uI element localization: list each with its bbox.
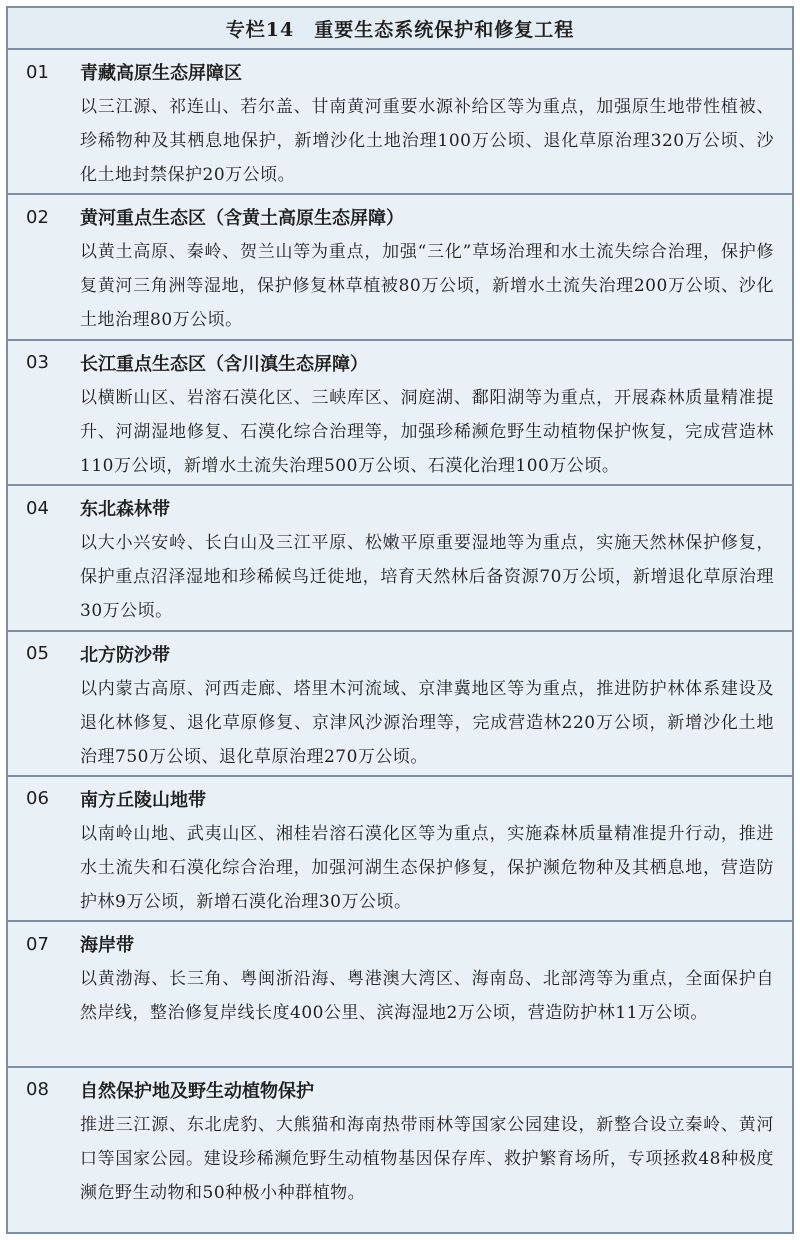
section-heading: 南方丘陵山地带 xyxy=(80,789,206,811)
section-header xyxy=(26,494,774,522)
section-body: 以横断山区、岩溶石漠化区、三峡库区、洞庭湖、鄱阳湖等为重点，开展森林质量精准提升、河湖湿地修复、石漠化综合治理等，加强珍稀濒危野生动植物保护恢复，完成营造林110万公顷，新增水土流失治理500万公顷、石漠化治理100万公顷。 xyxy=(80,387,774,476)
section-number: 02 xyxy=(26,206,49,228)
section-02 xyxy=(8,195,792,340)
section-body: 以黄土高原、秦岭、贺兰山等为重点，加强“三化”草场治理和水土流失综合治理，保护修复黄河三角洲等湿地，保护修复林草植被80万公顷，新增水土流失治理200万公顷、沙化土地治理80万公顷。 xyxy=(80,242,774,331)
section-number: 05 xyxy=(26,643,49,665)
column-title: 专栏14 重要生态系统保护和修复工程 xyxy=(8,8,792,50)
section-header xyxy=(26,930,774,958)
section-number: 04 xyxy=(26,497,49,519)
section-number: 03 xyxy=(26,352,49,374)
section-header xyxy=(26,58,774,86)
section-heading: 黄河重点生态区（含黄土高原生态屏障） xyxy=(80,208,404,230)
section-05 xyxy=(8,632,792,777)
section-body: 推进三江源、东北虎豹、大熊猫和海南热带雨林等国家公园建设，新整合设立秦岭、黄河口等国家公园。建设珍稀濒危野生动植物基因保存库、救护繁育场所，专项拯救48种极度濒危野生动物和50种极小种群植物。 xyxy=(80,1114,774,1203)
column-box xyxy=(6,6,794,1234)
section-body: 以内蒙古高原、河西走廊、塔里木河流域、京津冀地区等为重点，推进防护林体系建设及退化林修复、退化草原修复、京津风沙源治理等，完成营造林220万公顷，新增沙化土地治理750万公顷、退化草原治理270万公顷。 xyxy=(80,678,774,767)
section-heading: 北方防沙带 xyxy=(80,644,170,666)
section-body: 以南岭山地、武夷山区、湘桂岩溶石漠化区等为重点，实施森林质量精准提升行动，推进水土流失和石漠化综合治理，加强河湖生态保护修复，保护濒危物种及其栖息地，营造防护林9万公顷，新增石漠化治理30万公顷。 xyxy=(80,823,774,912)
section-06 xyxy=(8,777,792,922)
section-number: 08 xyxy=(26,1079,49,1101)
section-number: 07 xyxy=(26,933,49,955)
section-header xyxy=(26,640,774,668)
section-01 xyxy=(8,50,792,195)
section-header xyxy=(26,349,774,377)
section-heading: 青藏高原生态屏障区 xyxy=(80,63,242,84)
section-07 xyxy=(8,922,792,1067)
section-heading: 自然保护地及野生动植物保护 xyxy=(80,1080,314,1102)
section-body: 以大小兴安岭、长白山及三江平原、松嫩平原重要湿地等为重点，实施天然林保护修复，保护重点沼泽湿地和珍稀候鸟迁徙地，培育天然林后备资源70万公顷，新增退化草原治理30万公顷。 xyxy=(80,533,774,622)
section-header xyxy=(26,203,774,231)
section-04 xyxy=(8,486,792,631)
section-body: 以黄渤海、长三角、粤闽浙沿海、粤港澳大湾区、海南岛、北部湾等为重点，全面保护自然岸线，整治修复岸线长度400公里、滨海湿地2万公顷，营造防护林11万公顷。 xyxy=(80,969,774,1024)
section-08 xyxy=(8,1068,792,1213)
section-header xyxy=(26,1076,774,1104)
section-header xyxy=(26,785,774,813)
section-heading: 长江重点生态区（含川滇生态屏障） xyxy=(80,353,368,375)
section-body: 以三江源、祁连山、若尔盖、甘南黄河重要水源补给区等为重点，加强原生地带性植被、珍稀物种及其栖息地保护，新增沙化土地治理100万公顷、退化草原治理320万公顷、沙化土地封禁保护20万公顷。 xyxy=(80,97,774,185)
section-heading: 东北森林带 xyxy=(80,499,170,521)
section-number: 01 xyxy=(26,61,49,83)
section-03 xyxy=(8,341,792,486)
section-heading: 海岸带 xyxy=(80,935,134,957)
section-number: 06 xyxy=(26,788,49,810)
